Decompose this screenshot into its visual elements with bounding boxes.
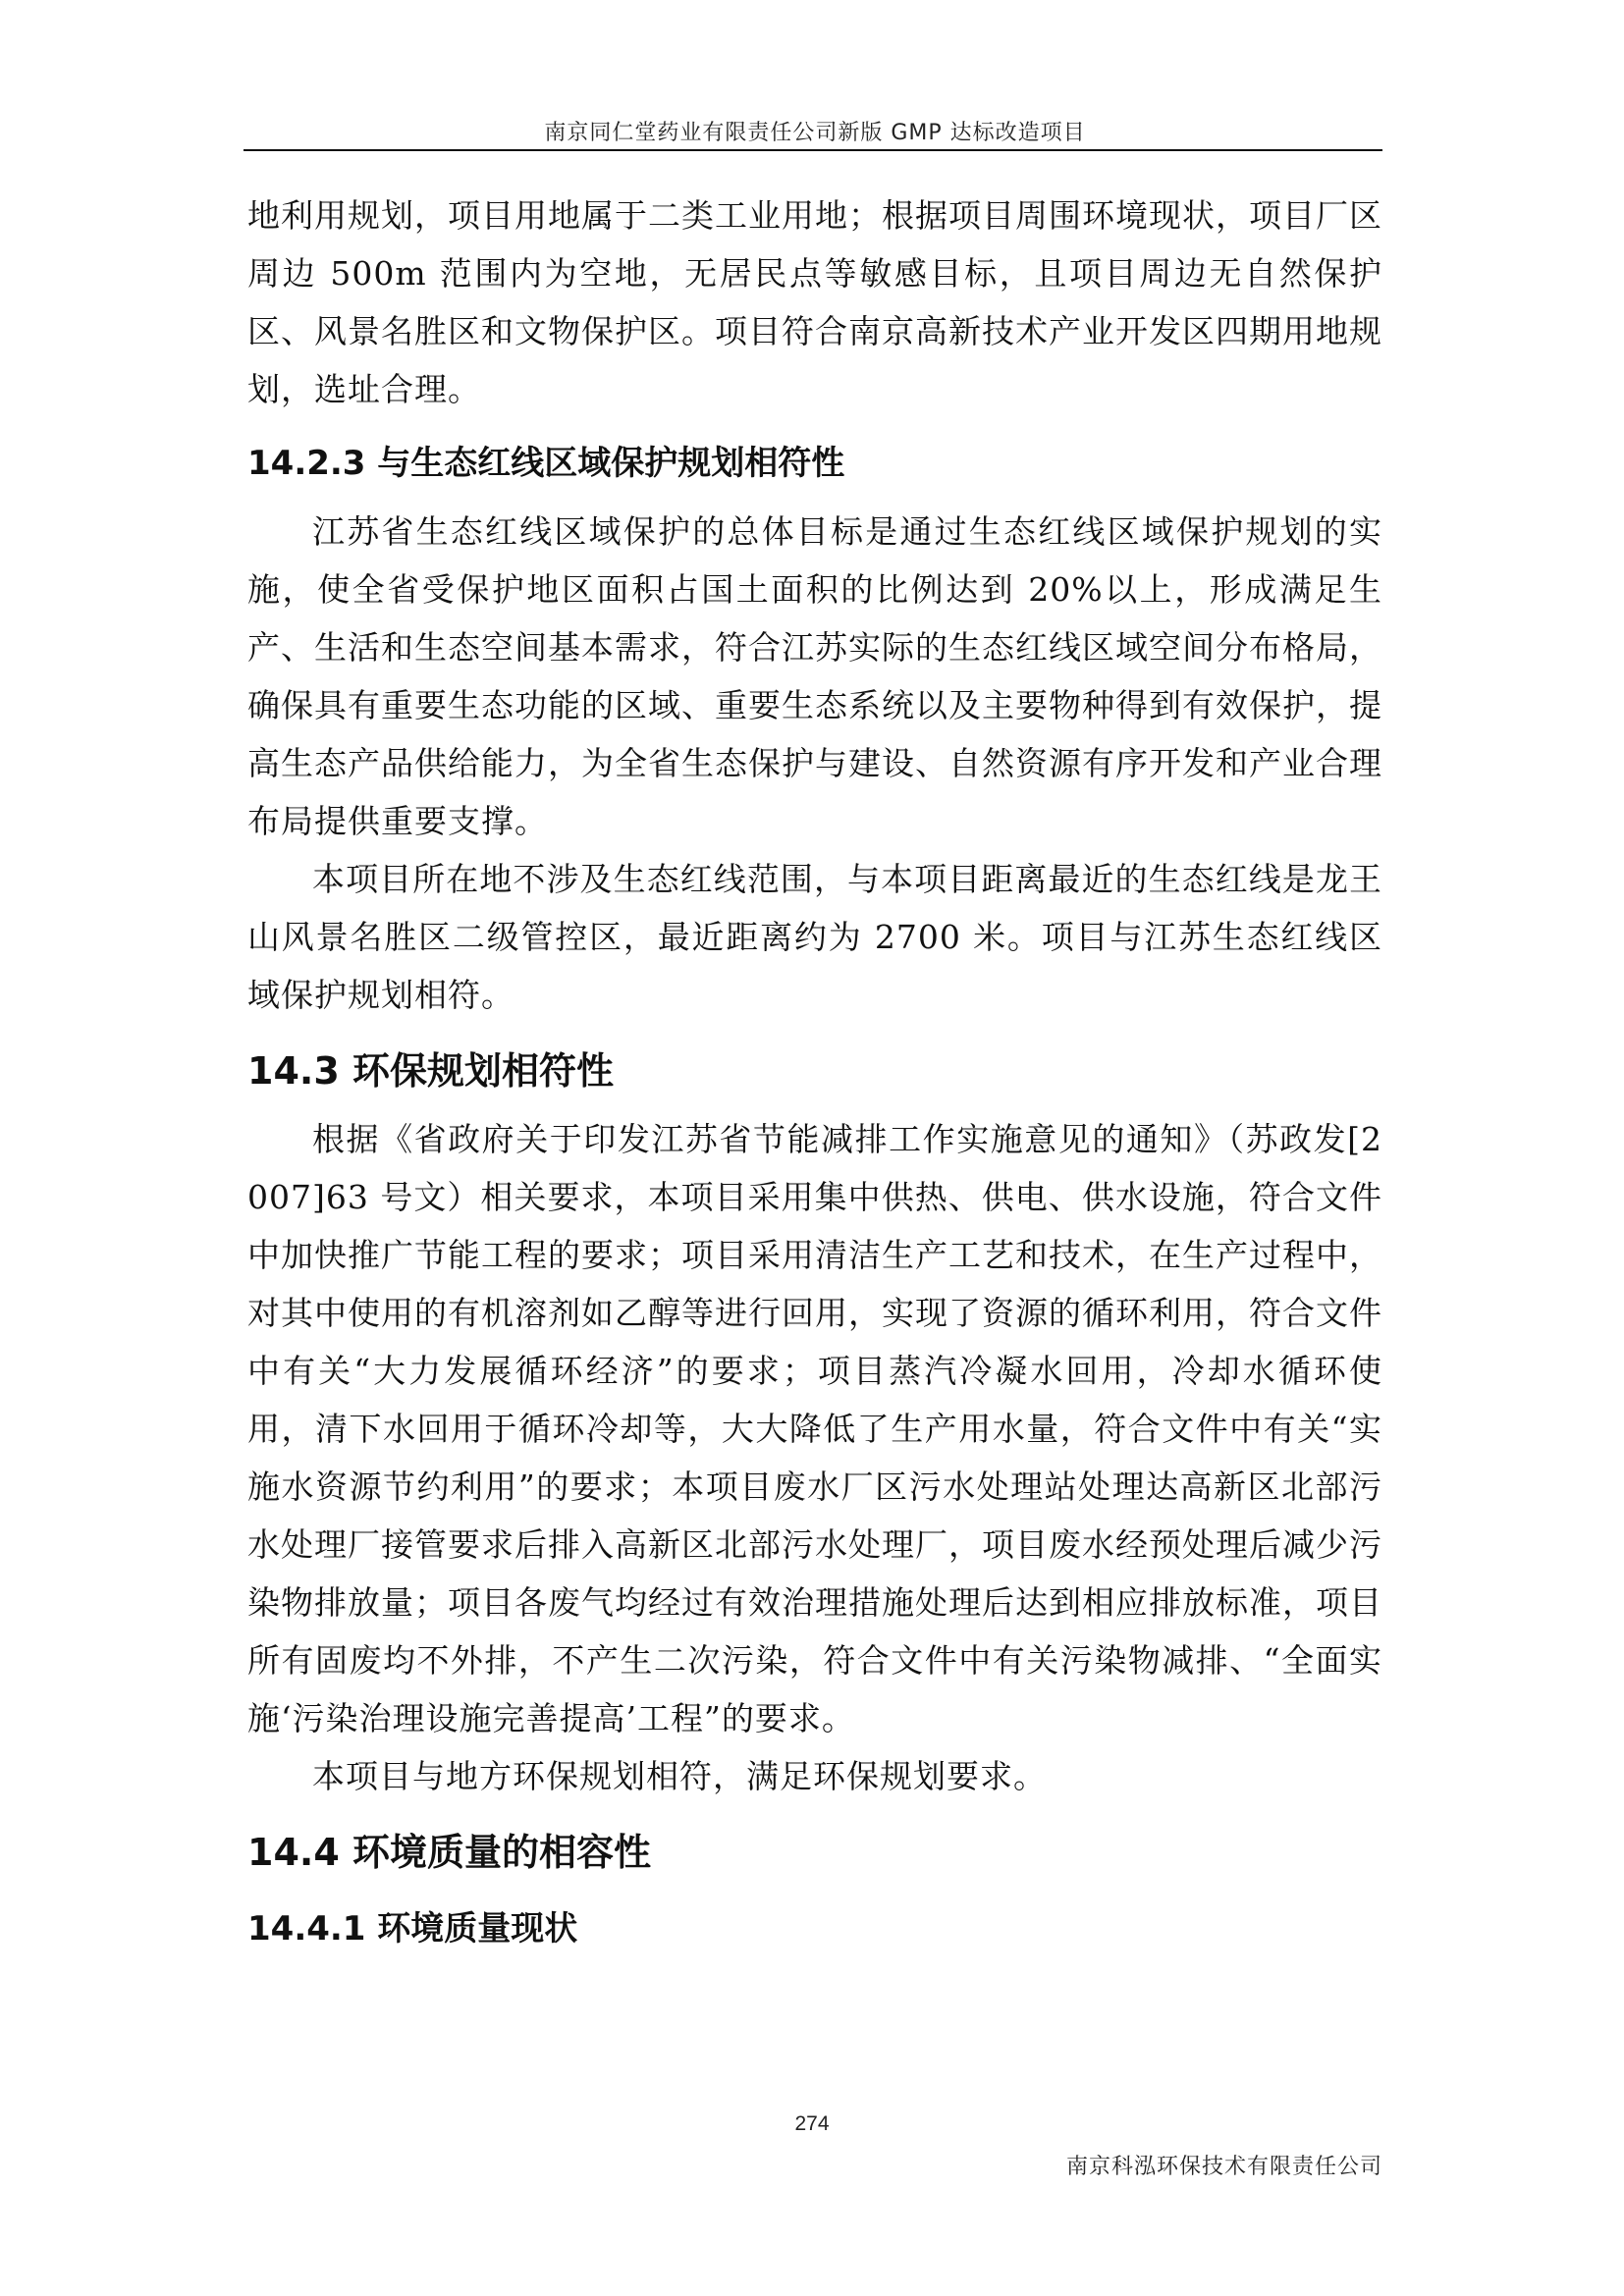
footer-company-name: 南京科泓环保技术有限责任公司 — [1065, 2155, 1382, 2179]
header-divider — [244, 149, 1382, 151]
paragraph-ecological-redline-distance: 本项目所在地不涉及生态红线范围，与本项目距离最近的生态红线是龙王山风景名胜区二级管控区，最近距离约为 2700 米。项目与江苏生态红线区域保护规划相符。 — [247, 860, 1382, 1014]
page-number: 274 — [794, 2112, 830, 2135]
page-header-title: 南京同仁堂药业有限责任公司新版 GMP 达标改造项目 — [544, 121, 1086, 145]
section-heading-14-2-3: 14.2.3 与生态红线区域保护规划相符性 — [247, 444, 845, 483]
paragraph-environmental-plan-compliance: 根据《省政府关于印发江苏省节能减排工作实施意见的通知》（苏政发[2007]63 号文）相关要求，本项目采用集中供热、供电、供水设施，符合文件中加快推广节能工程的要求；项目采用清洁生产工艺和技术，在生产过程中，对其中使用的有机溶剂如乙醇等进行回用，实现了资源的循环利用，符合文件中有关“大力发展循环经济”的要求；项目蒸汽冷凝水回用，冷却水循环使用，清下水回用于循环冷却等，大大降低了生产用水量，符合文件中有关“实施水资源节约利用”的要求；本项目废水厂区污水处理站处理达高新区北部污水处理厂接管要求后排入高新区北部污水处理厂，项目废水经预处理后减少污染物排放量；项目各废气均经过有效治理措施处理后达到相应排放标准，项目所有固废均不外排，不产生二次污染，符合文件中有关污染物减排、“全面实施‘污染治理设施完善提高’工程”的要求。 — [247, 1120, 1382, 1737]
section-heading-14-4: 14.4 环境质量的相容性 — [247, 1831, 651, 1874]
paragraph-ecological-redline-goal: 江苏省生态红线区域保护的总体目标是通过生态红线区域保护规划的实施，使全省受保护地区面积占国土面积的比例达到 20%以上，形成满足生产、生活和生态空间基本需求，符合江苏实际的生态红线区域空间分布格局，确保具有重要生态功能的区域、重要生态系统以及主要物种得到有效保护，提高生态产品供给能力，为全省生态保护与建设、自然资源有序开发和产业合理布局提供重要支撑。 — [247, 512, 1382, 840]
paragraph-land-use: 地利用规划，项目用地属于二类工业用地；根据项目周围环境现状，项目厂区周边 500m 范围内为空地，无居民点等敏感目标，且项目周边无自然保护区、风景名胜区和文物保护区。项目符合南京高新技术产业开发区四期用地规划，选址合理。 — [247, 196, 1382, 408]
section-heading-14-4-1: 14.4.1 环境质量现状 — [247, 1909, 578, 1949]
document-body — [247, 187, 1382, 1968]
section-heading-14-3: 14.3 环保规划相符性 — [247, 1049, 614, 1093]
paragraph-environmental-plan-conclusion: 本项目与地方环保规划相符，满足环保规划要求。 — [312, 1757, 1047, 1795]
